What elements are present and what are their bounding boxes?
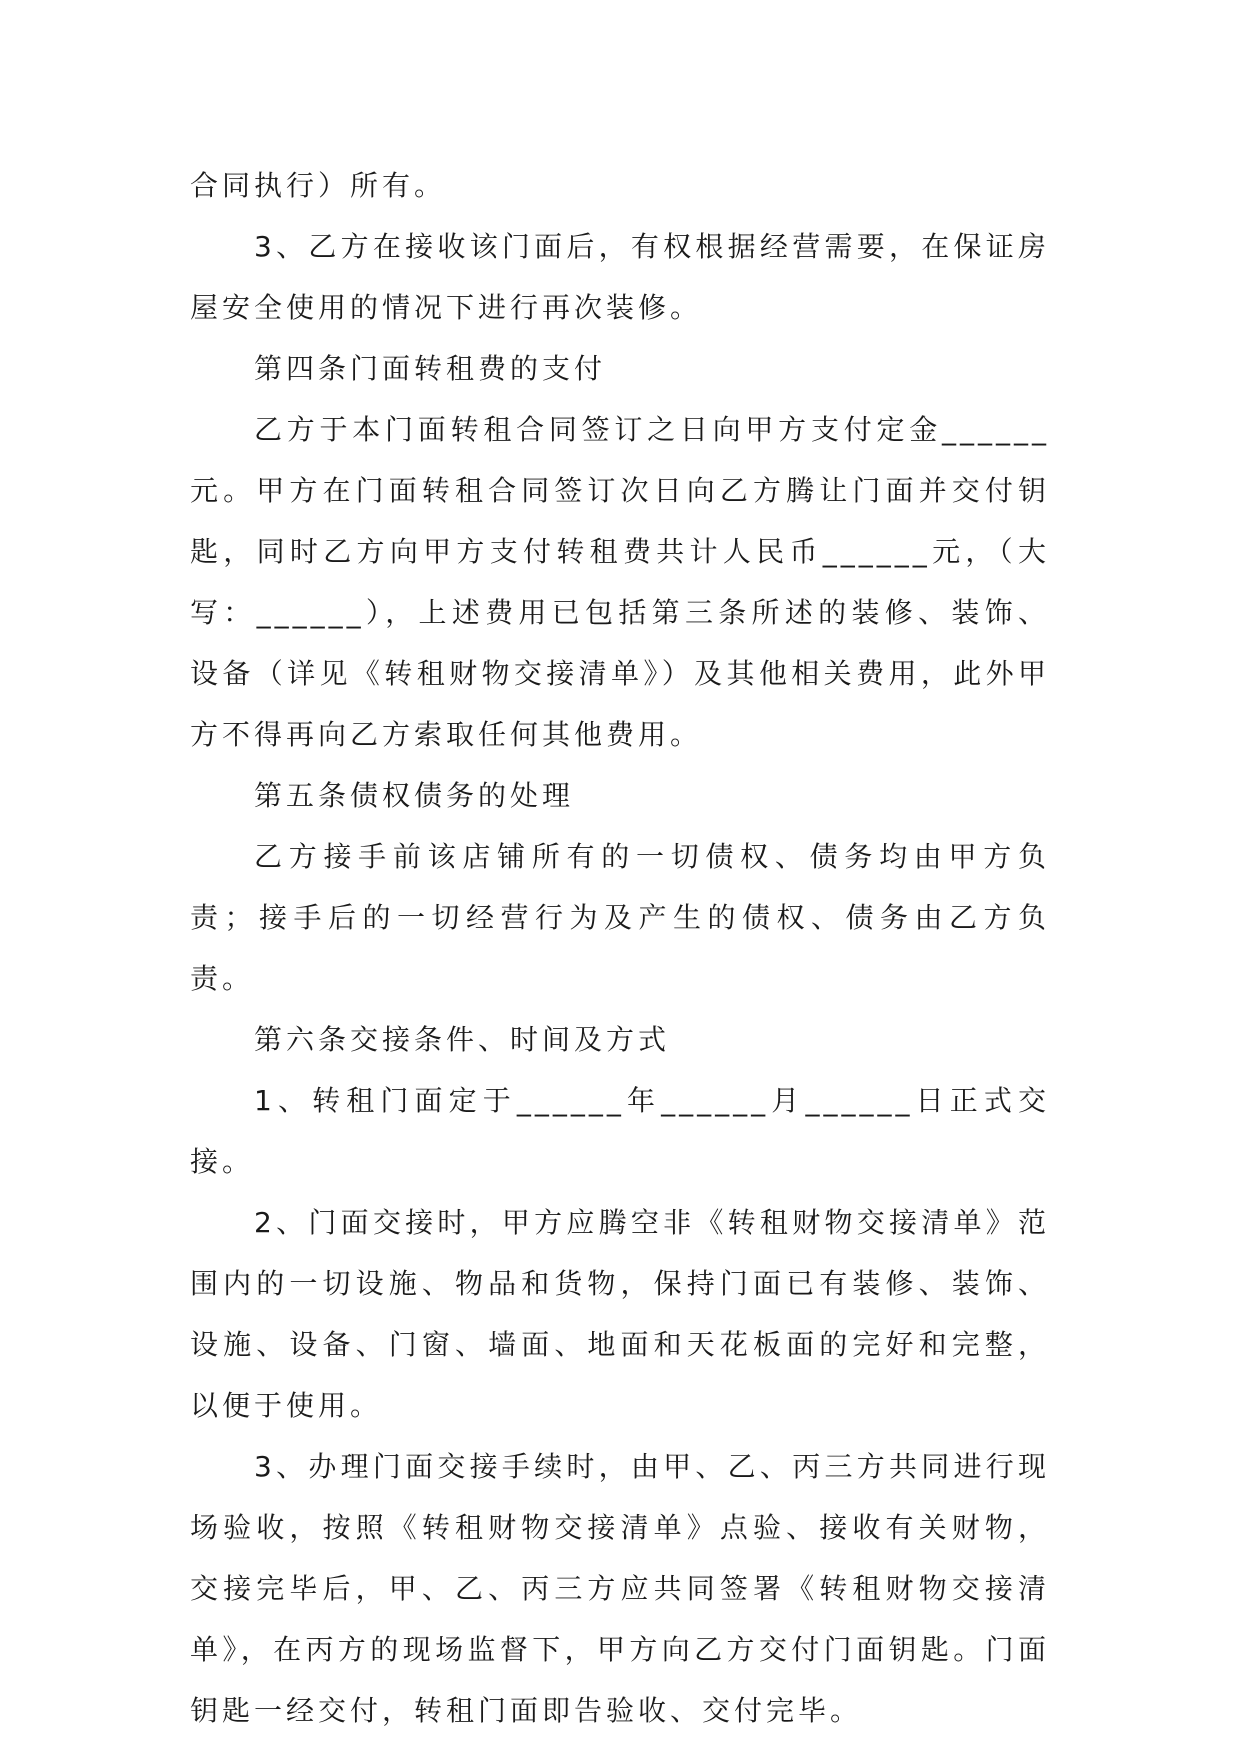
article-5-heading: 第五条债权债务的处理	[254, 779, 575, 812]
article-4-payment-text: 乙方于本门面转租合同签订之日向甲方支付定金______元。甲方在门面转租合同签订次日向乙方腾让门面并交付钥匙，同时乙方向甲方支付转租费共计人民币______元，（大写：______），上述费用已包括第三条所述的装修、装饰、设备（详见《转租财物交接清单》）及其他相关费用，此外甲方不得再向乙方索取任何其他费用。	[190, 413, 1050, 751]
article-5-debts-text: 乙方接手前该店铺所有的一切债权、债务均由甲方负责；接手后的一切经营行为及产生的债权、债务由乙方负责。	[190, 840, 1050, 995]
article-4-heading: 第四条门面转租费的支付	[254, 352, 607, 385]
clause-2-handover-conditions: 2、门面交接时，甲方应腾空非《转租财物交接清单》范围内的一切设施、物品和货物，保持门面已有装修、装饰、设施、设备、门窗、墙面、地面和天花板面的完好和完整，以便于使用。	[190, 1206, 1050, 1422]
document-body	[190, 155, 1050, 1741]
paragraph-continued: 合同执行）所有。	[190, 169, 447, 202]
clause-3-renovation: 3、乙方在接收该门面后，有权根据经营需要，在保证房屋安全使用的情况下进行再次装修。	[190, 230, 1050, 324]
article-6-heading: 第六条交接条件、时间及方式	[254, 1023, 671, 1056]
clause-3-handover-procedure: 3、办理门面交接手续时，由甲、乙、丙三方共同进行现场验收，按照《转租财物交接清单》点验、接收有关财物，交接完毕后，甲、乙、丙三方应共同签署《转租财物交接清单》，在丙方的现场监督下，甲方向乙方交付门面钥匙。门面钥匙一经交付，转租门面即告验收、交付完毕。	[190, 1450, 1050, 1727]
clause-1-handover-date: 1、转租门面定于______年______月______日正式交接。	[190, 1084, 1050, 1178]
